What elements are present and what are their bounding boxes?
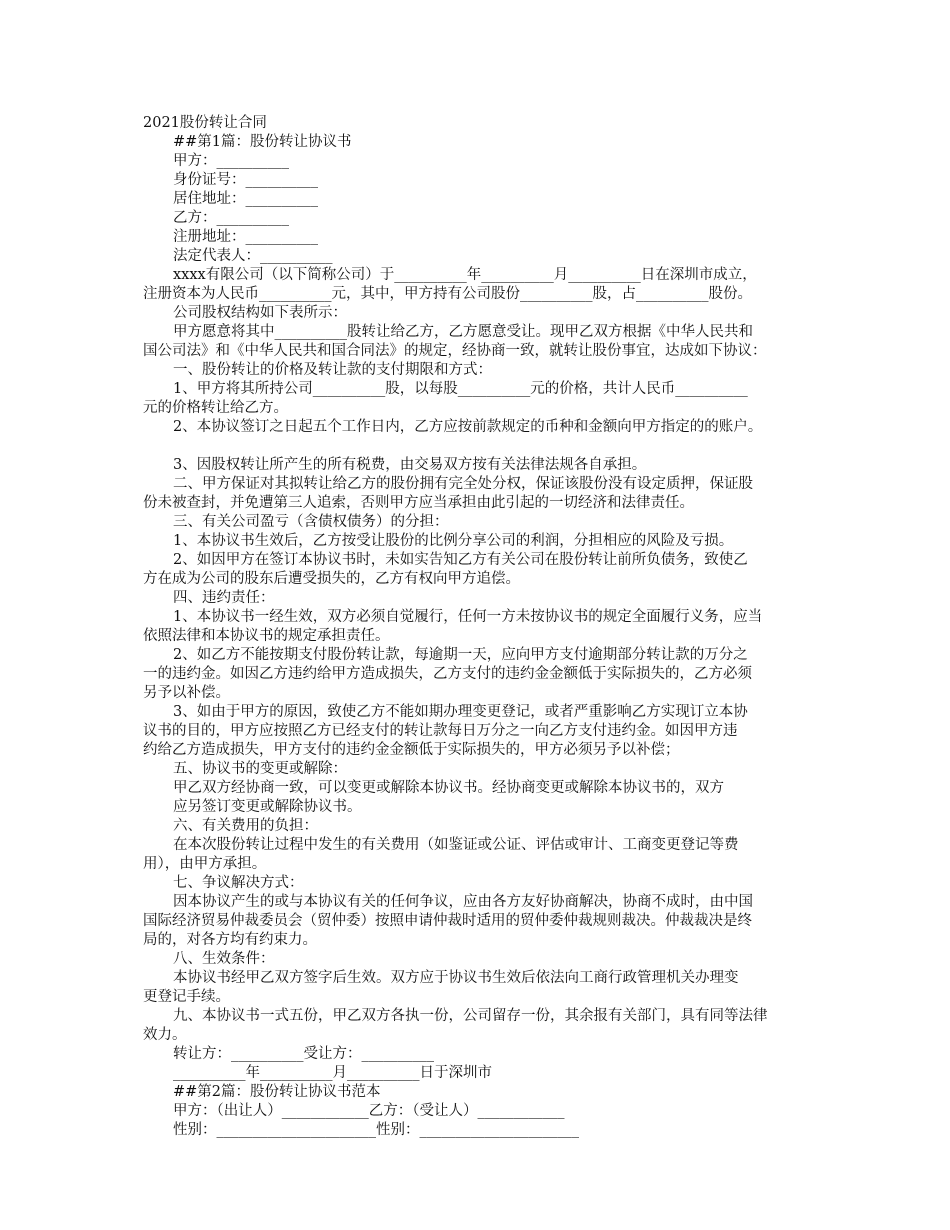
text-line: 3、如由于甲方的原因，致使乙方不能如期办理变更登记，或者严重影响乙方实现订立本协 — [173, 704, 748, 720]
text-line: 1、本协议书生效后，乙方按受让股份的比例分享公司的利润，分担相应的风险及亏损。 — [173, 533, 734, 549]
text-line: 四、违约责任： — [173, 590, 275, 606]
text-line: 效力。 — [143, 1027, 187, 1043]
text-line: 甲方：（出让人）____________乙方：（受让人）____________ — [173, 1103, 565, 1119]
text-line: 性别：______________________性别：______________________ — [173, 1122, 579, 1138]
text-line: 依照法律和本协议书的规定承担责任。 — [143, 628, 390, 644]
text-line: 约给乙方造成损失，甲方支付的违约金金额低于实际损失的，甲方必须另予以补偿； — [143, 742, 680, 758]
text-line: 八、生效条件： — [173, 951, 275, 967]
text-line: 2、如乙方不能按期支付股份转让款，每逾期一天，应向甲方支付逾期部分转让款的万分之 — [173, 647, 748, 663]
text-line: 2、本协议签订之日起五个工作日内，乙方应按前款规定的币种和金额向甲方指定的的账户。 — [173, 419, 763, 435]
text-line: 局的，对各方均有约束力。 — [143, 932, 317, 948]
section-heading: ##第1篇：股份转让协议书 — [173, 134, 352, 150]
text-line: 甲方愿意将其中__________股转让给乙方，乙方愿意受让。现甲乙双方根据《中华人民共和 — [173, 324, 753, 340]
document-title: 2021股份转让合同 — [143, 115, 267, 131]
text-line: 七、争议解决方式： — [173, 875, 304, 891]
text-line: 身份证号：__________ — [173, 172, 318, 188]
text-line: 一的违约金。如因乙方违约给甲方造成损失，乙方支付的违约金金额低于实际损失的，乙方必须 — [143, 666, 752, 682]
text-line: 乙方：__________ — [173, 210, 289, 226]
signature-line: 转让方：__________受让方：__________ — [173, 1046, 434, 1062]
section-heading: ##第2篇：股份转让协议书范本 — [173, 1084, 381, 1100]
text-line: 注册地址：__________ — [173, 229, 318, 245]
text-line: 方在成为公司的股东后遭受损失的，乙方有权向甲方追偿。 — [143, 571, 520, 587]
text-line: 国公司法》和《中华人民共和国合同法》的规定，经协商一致，就转让股份事宜，达成如下协议： — [143, 343, 767, 359]
text-line: 因本协议产生的或与本协议有关的任何争议，应由各方友好协商解决，协商不成时，由中国 — [173, 894, 753, 910]
text-line: 1、甲方将其所持公司__________股，以每股__________元的价格，共计人民币__________ — [173, 381, 748, 397]
text-line: 一、股份转让的价格及转让款的支付期限和方式： — [173, 362, 492, 378]
text-line: 2、如因甲方在签订本协议书时，未如实告知乙方有关公司在股份转让前所负债务，致使乙 — [173, 552, 748, 568]
text-line: 在本次股份转让过程中发生的有关费用（如鉴证或公证、评估或审计、工商变更登记等费 — [173, 837, 739, 853]
text-line: 二、甲方保证对其拟转让给乙方的股份拥有完全处分权，保证该股份没有设定质押，保证股 — [173, 476, 753, 492]
text-line: 甲方：__________ — [173, 153, 289, 169]
text-line: 甲乙双方经协商一致，可以变更或解除本协议书。经协商变更或解除本协议书的，双方 — [173, 780, 724, 796]
text-line: 议书的目的，甲方应按照乙方已经支付的转让款每日万分之一向乙方支付违约金。如因甲方违 — [143, 723, 738, 739]
text-line: 注册资本为人民币__________元，其中，甲方持有公司股份__________股，占__________股份。 — [143, 286, 752, 302]
text-line: 九、本协议书一式五份，甲乙双方各执一份，公司留存一份，其余报有关部门，具有同等法律 — [173, 1008, 768, 1024]
text-line: 本协议书经甲乙双方签字后生效。双方应于协议书生效后依法向工商行政管理机关办理变 — [173, 970, 739, 986]
text-line: 另予以补偿。 — [143, 685, 230, 701]
text-line: 更登记手续。 — [143, 989, 230, 1005]
text-line: 3、因股权转让所产生的所有税费，由交易双方按有关法律法规各自承担。 — [173, 457, 647, 473]
text-line: 五、协议书的变更或解除： — [173, 761, 347, 777]
text-line: 国际经济贸易仲裁委员会（贸仲委）按照申请仲裁时适用的贸仲委仲裁规则裁决。仲裁裁决是终 — [143, 913, 752, 929]
date-line: __________年__________月__________日于深圳市 — [173, 1065, 492, 1081]
text-line: 1、本协议书一经生效，双方必须自觉履行，任何一方未按协议书的规定全面履行义务，应当 — [173, 609, 763, 625]
text-line: 六、有关费用的负担： — [173, 818, 318, 834]
text-line: 应另签订变更或解除协议书。 — [173, 799, 362, 815]
text-line: 法定代表人：__________ — [173, 248, 333, 264]
text-line: 三、有关公司盈亏（含债权债务）的分担： — [173, 514, 449, 530]
text-line: 公司股权结构如下表所示： — [173, 305, 347, 321]
text-line: 用），由甲方承担。 — [143, 856, 267, 872]
text-line: 份未被查封，并免遭第三人追索，否则甲方应当承担由此引起的一切经济和法律责任。 — [143, 495, 694, 511]
text-line: 元的价格转让给乙方。 — [143, 400, 288, 416]
text-line: xxxx有限公司（以下简称公司）于__________年__________月__________日在深圳市成立， — [173, 267, 757, 283]
text-line: 居住地址：__________ — [173, 191, 318, 207]
